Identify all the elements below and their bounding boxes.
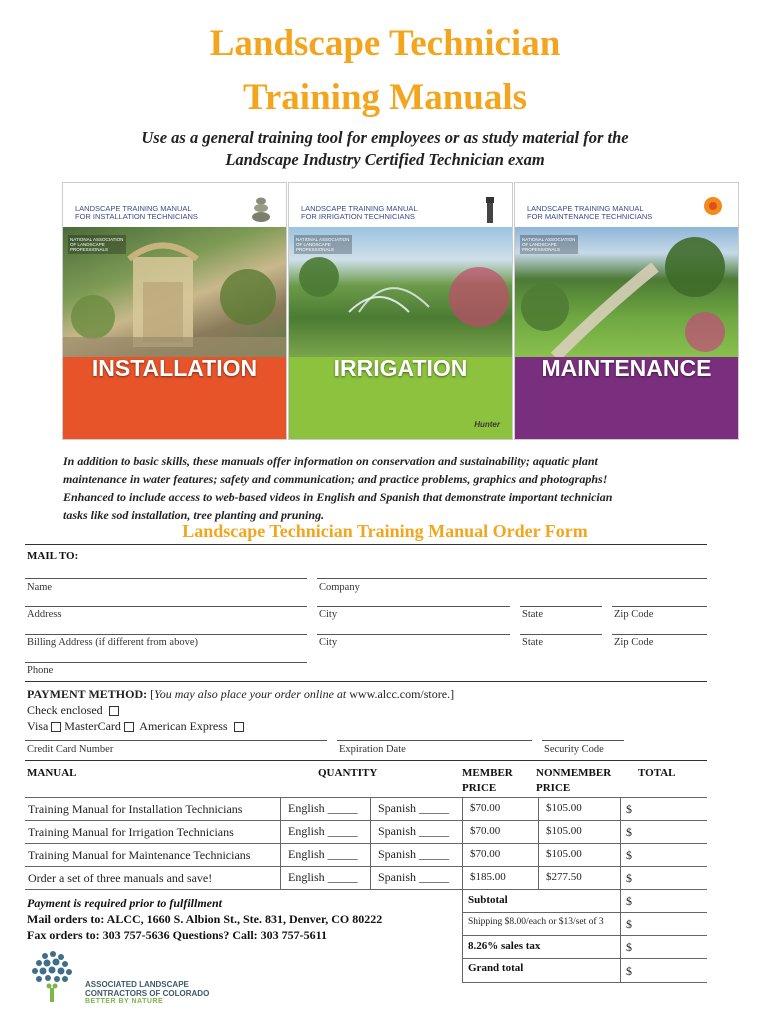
phone-field[interactable] [25, 662, 307, 663]
installation-manual-cover [62, 182, 287, 440]
spanish-qty-field[interactable]: Spanish _____ [378, 847, 450, 861]
nonmember-price: $277.50 [546, 871, 582, 883]
cover-word: INSTALLATION [91, 355, 258, 381]
cover-title [527, 205, 677, 221]
table-rule [25, 797, 707, 798]
description-line1: In addition to basic skills, these manuals offer information on conservation and sustainability; aquatic plant [63, 454, 598, 468]
mail-orders-text: Mail orders to: ALCC, 1660 S. Albion St., Ste. 831, Denver, CO 80222 [27, 912, 383, 926]
name-label: Name [27, 582, 53, 593]
cover-word: MAINTENANCE [541, 355, 712, 381]
page-title-line2: Training Manuals [242, 77, 528, 118]
subtotal-label: Subtotal [468, 894, 508, 906]
member-price-header-line2: PRICE [462, 782, 497, 794]
page-title-line1: Landscape Technician [209, 23, 561, 64]
english-qty-field[interactable]: English _____ [288, 801, 358, 815]
alcc-logo [25, 948, 210, 1008]
nonmember-price-header-line1: NONMEMBER [536, 767, 612, 779]
manual-name: Training Manual for Maintenance Technicians [28, 848, 251, 862]
visa-label: Visa [27, 719, 49, 733]
grand-total-field[interactable]: $ [626, 964, 632, 978]
check-enclosed-row [27, 702, 454, 718]
col-header-manual: MANUAL [27, 767, 77, 779]
member-price: $70.00 [470, 802, 501, 814]
table-rule [25, 889, 707, 890]
state-field[interactable] [520, 606, 602, 607]
cover-title [301, 205, 451, 221]
subtitle-line2: Landscape Industry Certified Technician exam [225, 150, 545, 169]
store-link[interactable]: www.alcc.com/store.] [349, 687, 455, 701]
spanish-qty-field[interactable]: Spanish _____ [378, 870, 450, 884]
row-total-field[interactable]: $ [626, 825, 632, 839]
form-divider [25, 681, 707, 682]
description-line4: tasks like sod installation, tree planting and pruning. [63, 508, 325, 522]
sales-tax-field[interactable]: $ [626, 940, 632, 954]
cover-title-line1: LANDSCAPE TRAINING MANUAL [527, 204, 644, 213]
cover-title-line2: FOR MAINTENANCE TECHNICIANS [527, 212, 653, 221]
cover-org-label: NATIONAL ASSOCIATION OF LANDSCAPE PROFESSIONALS [68, 235, 126, 254]
mastercard-label: MasterCard [64, 719, 121, 733]
check-enclosed-label: Check enclosed [27, 703, 103, 717]
member-price: $70.00 [470, 848, 501, 860]
security-code-label: Security Code [544, 744, 604, 755]
table-rule [462, 958, 707, 959]
sponsor-logo: Hunter [474, 420, 500, 429]
table-rule [462, 982, 707, 983]
shipping-field[interactable]: $ [626, 917, 632, 931]
amex-label: American Express [139, 719, 228, 733]
table-col-rule [370, 797, 371, 889]
english-qty-field[interactable]: English _____ [288, 824, 358, 838]
zip-field[interactable] [612, 606, 707, 607]
flower-icon [702, 195, 724, 221]
fax-orders-text: Fax orders to: 303 757-5636 Questions? Call: 303 757-5611 [27, 928, 327, 942]
maintenance-manual-cover [514, 182, 739, 440]
mastercard-checkbox[interactable] [124, 722, 134, 732]
irrigation-manual-cover [288, 182, 513, 440]
amex-checkbox[interactable] [234, 722, 244, 732]
state-label: State [522, 609, 543, 620]
row-total-field[interactable]: $ [626, 802, 632, 816]
phone-label: Phone [27, 665, 54, 676]
expiration-date-field[interactable] [337, 740, 532, 741]
member-price: $185.00 [470, 871, 506, 883]
col-header-total: TOTAL [638, 767, 676, 779]
sprinkler-head-icon [482, 195, 498, 229]
name-field[interactable] [25, 578, 307, 579]
billing-state-field[interactable] [520, 634, 602, 635]
description-line2: maintenance in water features; safety and communication; and practice problems, graphics and photographs! [63, 472, 608, 486]
table-rule [462, 935, 707, 936]
cover-title-line1: LANDSCAPE TRAINING MANUAL [75, 204, 192, 213]
shipping-label: Shipping $8.00/each or $13/set of 3 [468, 917, 604, 927]
cover-title [75, 205, 225, 221]
manual-name: Training Manual for Installation Technicians [28, 802, 243, 816]
cover-title-line2: FOR INSTALLATION TECHNICIANS [75, 212, 198, 221]
zip-label: Zip Code [614, 609, 654, 620]
cover-word: IRRIGATION [333, 355, 468, 381]
english-qty-field[interactable]: English _____ [288, 870, 358, 884]
col-header-nonmember-price [536, 766, 611, 796]
card-type-row [27, 718, 454, 734]
company-label: Company [319, 582, 360, 593]
billing-city-label: City [319, 637, 338, 648]
city-label: City [319, 609, 338, 620]
order-instructions [27, 895, 382, 943]
billing-address-field[interactable] [25, 634, 307, 635]
cover-title-line2: FOR IRRIGATION TECHNICIANS [301, 212, 415, 221]
billing-zip-label: Zip Code [614, 637, 654, 648]
credit-card-number-field[interactable] [25, 740, 327, 741]
description-line3: Enhanced to include access to web-based videos in English and Spanish that demonstrate important technician [63, 490, 613, 504]
page-subtitle [40, 127, 730, 171]
manual-name: Order a set of three manuals and save! [28, 871, 213, 885]
address-field[interactable] [25, 606, 307, 607]
visa-checkbox[interactable] [51, 722, 61, 732]
subtitle-line1: Use as a general training tool for employees or as study material for the [141, 128, 629, 147]
table-col-rule [280, 797, 281, 889]
payment-method-line: PAYMENT METHOD: [You may also place your order online at www.alcc.com/store.] [27, 687, 455, 701]
table-col-rule [538, 797, 539, 889]
form-divider [25, 760, 707, 761]
expiration-date-label: Expiration Date [339, 744, 406, 755]
sales-tax-label: 8.26% sales tax [468, 940, 541, 952]
billing-zip-field[interactable] [612, 634, 707, 635]
spanish-qty-field[interactable]: Spanish _____ [378, 824, 450, 838]
nonmember-price: $105.00 [546, 825, 582, 837]
billing-address-label: Billing Address (if different from above) [27, 637, 198, 648]
table-rule [25, 866, 707, 867]
spanish-qty-field[interactable]: Spanish _____ [378, 801, 450, 815]
credit-card-number-label: Credit Card Number [27, 744, 114, 755]
city-field[interactable] [317, 606, 510, 607]
nonmember-price: $105.00 [546, 802, 582, 814]
grand-total-label: Grand total [468, 962, 524, 974]
payment-method-section [27, 686, 454, 734]
logo-tagline: BETTER BY NATURE [85, 998, 164, 1005]
form-divider [25, 544, 707, 545]
table-rule [25, 820, 707, 821]
cover-org-label: NATIONAL ASSOCIATION OF LANDSCAPE PROFESSIONALS [294, 235, 352, 254]
nonmember-price-header-line2: PRICE [536, 782, 571, 794]
manual-description [63, 452, 723, 524]
payment-required-note: Payment is required prior to fulfillment [27, 896, 223, 910]
col-header-member-price [462, 766, 513, 796]
english-qty-field[interactable]: English _____ [288, 847, 358, 861]
company-field[interactable] [317, 578, 707, 579]
member-price: $70.00 [470, 825, 501, 837]
cover-title-line1: LANDSCAPE TRAINING MANUAL [301, 204, 418, 213]
logo-text-line2: CONTRACTORS OF COLORADO [85, 989, 210, 998]
billing-state-label: State [522, 637, 543, 648]
logo-text-line1: ASSOCIATED LANDSCAPE [85, 980, 189, 989]
payment-online-text: You may also place your order online at [154, 687, 347, 701]
table-col-rule [620, 797, 621, 982]
row-total-field[interactable]: $ [626, 871, 632, 885]
mail-to-label: MAIL TO: [27, 550, 79, 562]
tree-dots-icon [25, 948, 85, 1008]
nonmember-price: $105.00 [546, 848, 582, 860]
manual-name: Training Manual for Irrigation Technicians [28, 825, 234, 839]
member-price-header-line1: MEMBER [462, 767, 513, 779]
row-total-field[interactable]: $ [626, 848, 632, 862]
subtotal-field[interactable]: $ [626, 894, 632, 908]
col-header-quantity: QUANTITY [318, 767, 378, 779]
payment-method-label: PAYMENT METHOD: [27, 687, 148, 701]
table-rule [25, 843, 707, 844]
order-form-title: Landscape Technician Training Manual Order Form [182, 521, 588, 541]
security-code-field[interactable] [542, 740, 624, 741]
table-col-rule [462, 797, 463, 982]
table-rule [462, 912, 707, 913]
check-enclosed-checkbox[interactable] [109, 706, 119, 716]
billing-city-field[interactable] [317, 634, 510, 635]
stacked-stones-icon [250, 195, 272, 229]
address-label: Address [27, 609, 62, 620]
cover-org-label: NATIONAL ASSOCIATION OF LANDSCAPE PROFESSIONALS [520, 235, 578, 254]
